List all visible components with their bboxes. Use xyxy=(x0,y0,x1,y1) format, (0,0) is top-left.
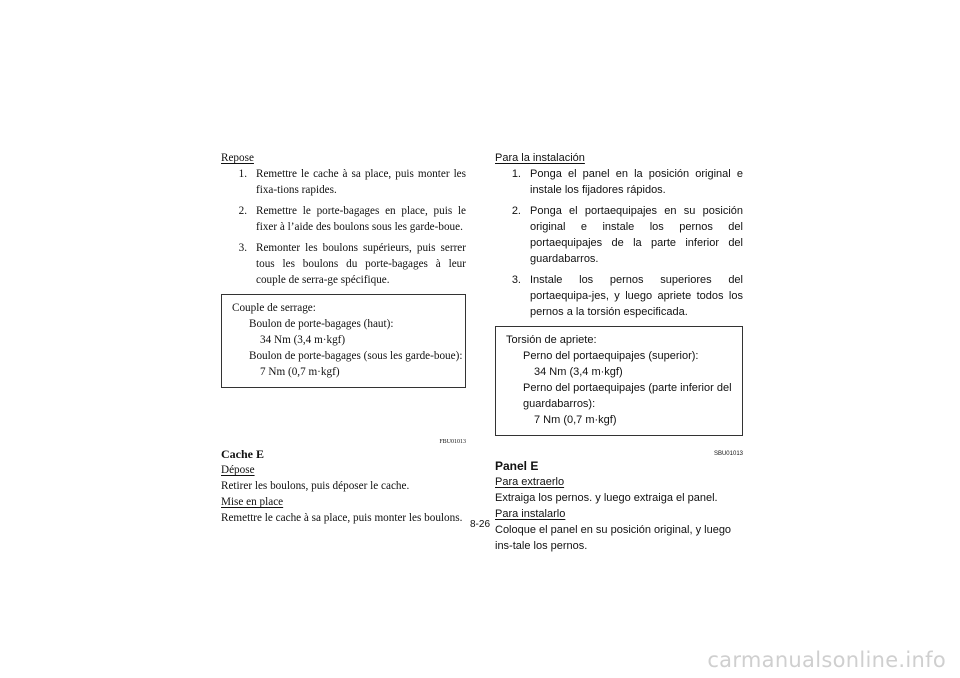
torque-value: 7 Nm (0,7 m·kgf) xyxy=(534,414,617,426)
step-text: Remonter les boulons supérieurs, puis serrer tous les boulons du porte-bagages à leur couple de serra-ge spécifique. xyxy=(256,242,466,286)
step-text: Remettre le cache à sa place, puis monter les fixa-tions rapides. xyxy=(256,168,466,196)
page-number: 8-26 xyxy=(469,519,490,530)
torque-item: Boulon de porte-bagages (sous les garde-boue): xyxy=(249,350,463,362)
list-item xyxy=(221,240,466,288)
list-item xyxy=(495,203,743,267)
step-number: 2. xyxy=(238,205,247,217)
step-text: Ponga el portaequipajes en su posición original e instale los pernos del portaequipajes de la parte inferior del guardabarros. xyxy=(530,205,743,265)
torque-spec-box xyxy=(495,326,743,436)
step-text: Instale los pernos superiores del portaequipa-jes, y luego apriete todos los pernos a la torsión especificada. xyxy=(530,274,743,318)
depose-heading: Dépose xyxy=(221,464,255,476)
list-item xyxy=(221,203,466,235)
instalacion-heading: Para la instalación xyxy=(495,152,585,164)
step-text: Remettre le porte-bagages en place, puis le fixer à l’aide des boulons sous les garde-boue. xyxy=(256,205,466,233)
spanish-column xyxy=(495,150,743,554)
torque-title: Torsión de apriete: xyxy=(506,334,597,346)
watermark: carmanualsonline.info xyxy=(707,648,946,672)
torque-item: Perno del portaequipajes (superior): xyxy=(523,350,699,362)
step-number: 3. xyxy=(238,242,247,254)
mise-en-place-text: Remettre le cache à sa place, puis monter les boulons. xyxy=(221,512,463,524)
french-column xyxy=(221,150,466,526)
torque-value: 7 Nm (0,7 m·kgf) xyxy=(260,366,340,378)
extraer-text: Extraiga los pernos. y luego extraiga el panel. xyxy=(495,492,718,504)
list-item xyxy=(221,166,466,198)
section-title: Cache E xyxy=(221,447,264,461)
step-number: 3. xyxy=(511,274,521,286)
step-text: Ponga el panel en la posición original e instale los fijadores rápidos. xyxy=(530,168,743,196)
step-number: 2. xyxy=(511,205,521,217)
torque-item: Perno del portaequipajes (parte inferior del guardabarros): xyxy=(523,382,732,410)
mise-en-place-heading: Mise en place xyxy=(221,496,284,508)
torque-title: Couple de serrage: xyxy=(232,302,316,314)
torque-value: 34 Nm (3,4 m·kgf) xyxy=(260,334,346,346)
instalar-text: Coloque el panel en su posición original, y luego ins-tale los pernos. xyxy=(495,524,732,552)
reference-code: SBU01013 xyxy=(713,451,743,457)
step-number: 1. xyxy=(238,168,247,180)
torque-spec-box xyxy=(221,294,466,388)
step-number: 1. xyxy=(511,168,521,180)
list-item xyxy=(495,166,743,198)
reference-code: FBU01013 xyxy=(439,439,466,445)
torque-item: Boulon de porte-bagages (haut): xyxy=(249,318,394,330)
section-title: Panel E xyxy=(495,459,539,473)
repose-heading: Repose xyxy=(221,152,254,164)
depose-text: Retirer les boulons, puis déposer le cache. xyxy=(221,480,410,492)
torque-value: 34 Nm (3,4 m·kgf) xyxy=(534,366,623,378)
instalar-heading: Para instalarlo xyxy=(495,508,566,520)
extraer-heading: Para extraerlo xyxy=(495,476,565,488)
list-item xyxy=(495,272,743,320)
